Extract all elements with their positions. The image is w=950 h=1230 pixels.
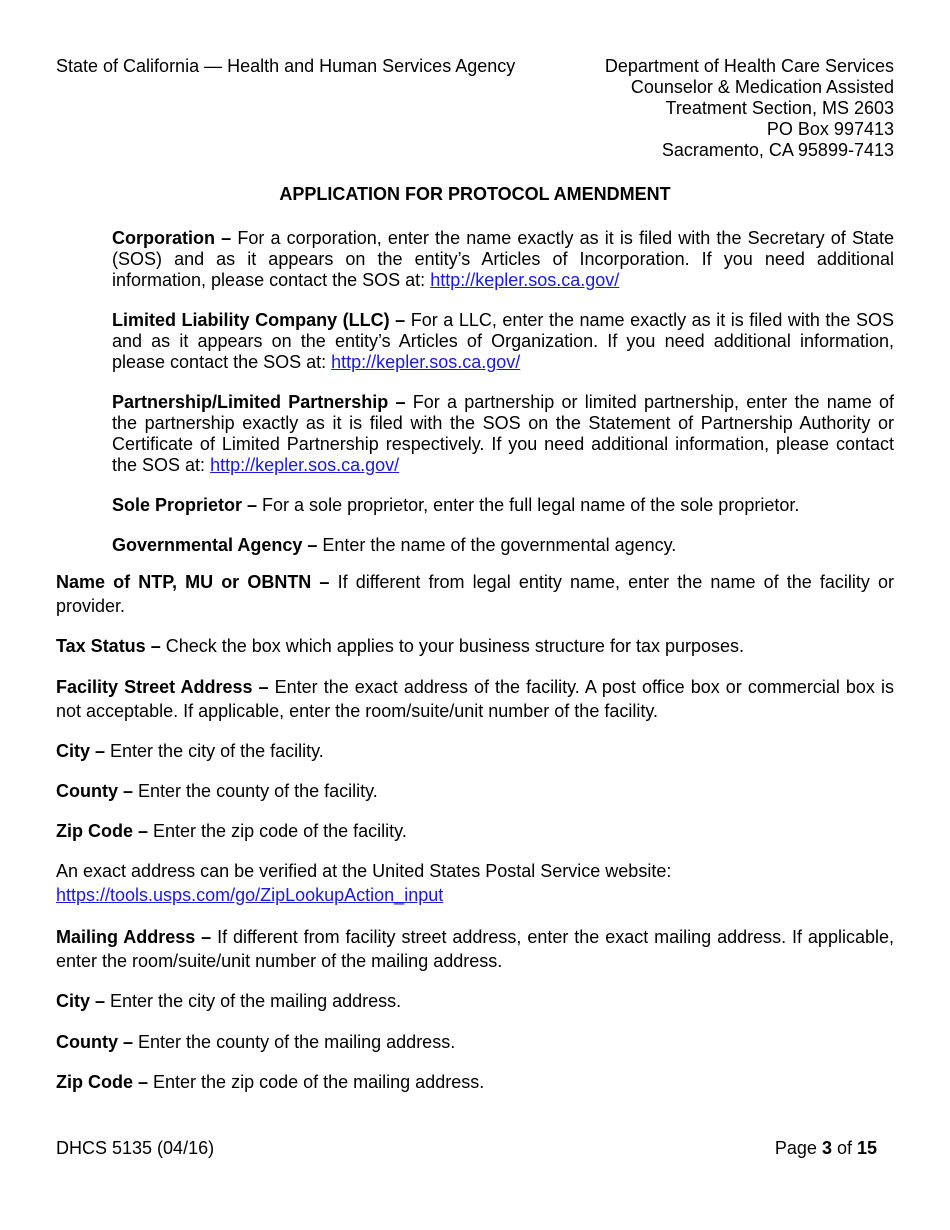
page-number — [775, 1138, 877, 1159]
term-label: Corporation – — [112, 228, 232, 248]
term-label: Tax Status – — [56, 636, 161, 656]
term-label: Limited Liability Company (LLC) – — [112, 310, 406, 330]
term-description: For a corporation, enter the name exactly as it is filed with the Secretary of State (SOS) and as it appears on the entity’s Articles of Incorporation. If you need additional information, please contact the SOS at: — [112, 228, 894, 290]
mailing-zip-paragraph — [56, 1070, 894, 1094]
term-description: Check the box which applies to your business structure for tax purposes. — [160, 636, 745, 656]
term-description: If different from legal entity name, enter the name of the facility or provider. — [56, 572, 895, 616]
page-title: APPLICATION FOR PROTOCOL AMENDMENT — [279, 184, 671, 204]
term-label: Sole Proprietor – — [112, 495, 258, 515]
usps-text: An exact address can be verified at the United States Postal Service website: — [56, 861, 672, 881]
sos-link[interactable]: http://kepler.sos.ca.gov/ — [331, 352, 521, 372]
mailing-address-paragraph — [56, 925, 894, 973]
mailing-county-paragraph — [56, 1030, 894, 1054]
term-label: County – — [56, 1032, 134, 1052]
usps-paragraph — [56, 859, 894, 907]
sole-proprietor-paragraph — [112, 495, 894, 516]
tax-status-paragraph — [56, 634, 894, 658]
mailing-city-paragraph — [56, 989, 894, 1013]
term-description: Enter the zip code of the mailing address. — [148, 1072, 485, 1092]
page-prefix: Page — [774, 1138, 822, 1158]
department-line: Counselor & Medication Assisted — [630, 77, 894, 97]
llc-paragraph — [112, 310, 894, 373]
agency-name: State of California — Health and Human Services Agency — [56, 56, 516, 76]
term-description: If different from facility street address, enter the exact mailing address. If applicable, enter the room/suite/unit number of the mailing address. — [56, 927, 894, 971]
facility-city-paragraph — [56, 739, 894, 763]
corporation-paragraph — [112, 228, 894, 291]
usps-link[interactable]: https://tools.usps.com/go/ZipLookupAction_input — [56, 885, 444, 905]
term-description: Enter the city of the mailing address. — [105, 991, 402, 1011]
term-label: City – — [56, 741, 106, 761]
term-label: Mailing Address – — [56, 927, 212, 947]
term-description: Enter the county of the mailing address. — [133, 1032, 456, 1052]
term-label: Facility Street Address – — [56, 677, 269, 697]
term-label: Partnership/Limited Partnership – — [112, 392, 406, 412]
sos-link[interactable]: http://kepler.sos.ca.gov/ — [210, 455, 400, 475]
form-id: DHCS 5135 (04/16) — [56, 1138, 215, 1158]
facility-zip-paragraph — [56, 819, 894, 843]
term-description: For a sole proprietor, enter the full legal name of the sole proprietor. — [257, 495, 800, 515]
page-of: of — [831, 1138, 857, 1158]
term-label: Governmental Agency – — [112, 535, 318, 555]
term-description: For a LLC, enter the name exactly as it is filed with the SOS and as it appears on the entity’s Articles of Organization. If you need additional information, please contact the SOS at: — [112, 310, 895, 372]
facility-name-paragraph — [56, 570, 894, 618]
department-address — [605, 56, 894, 161]
term-description: Enter the county of the facility. — [133, 781, 378, 801]
governmental-agency-paragraph — [112, 535, 894, 556]
facility-county-paragraph — [56, 779, 894, 803]
term-label: Name of NTP, MU or OBNTN – — [56, 572, 330, 592]
term-description: Enter the exact address of the facility. A post office box or commercial box is not acceptable. If applicable, enter the room/suite/unit number of the facility. — [56, 677, 894, 721]
page-current: 3 — [821, 1138, 832, 1158]
term-description: For a partnership or limited partnership, enter the name of the partnership exactly as it is filed with the SOS on the Statement of Partnership Authority or Certificate of Limited Partnership respectively. If you need additional information, please contact the SOS at: — [112, 392, 895, 475]
partnership-paragraph — [112, 392, 894, 476]
department-line: Department of Health Care Services — [604, 56, 894, 76]
facility-street-address-paragraph — [56, 675, 894, 723]
term-label: Zip Code – — [56, 821, 149, 841]
department-line: Sacramento, CA 95899-7413 — [661, 140, 894, 160]
page-total: 15 — [856, 1138, 877, 1158]
term-label: County – — [56, 781, 134, 801]
term-description: Enter the name of the governmental agency. — [317, 535, 677, 555]
term-description: Enter the city of the facility. — [105, 741, 324, 761]
term-label: Zip Code – — [56, 1072, 149, 1092]
department-line: PO Box 997413 — [766, 119, 894, 139]
term-label: City – — [56, 991, 106, 1011]
term-description: Enter the zip code of the facility. — [148, 821, 407, 841]
sos-link[interactable]: http://kepler.sos.ca.gov/ — [430, 270, 620, 290]
department-line: Treatment Section, MS 2603 — [665, 98, 894, 118]
